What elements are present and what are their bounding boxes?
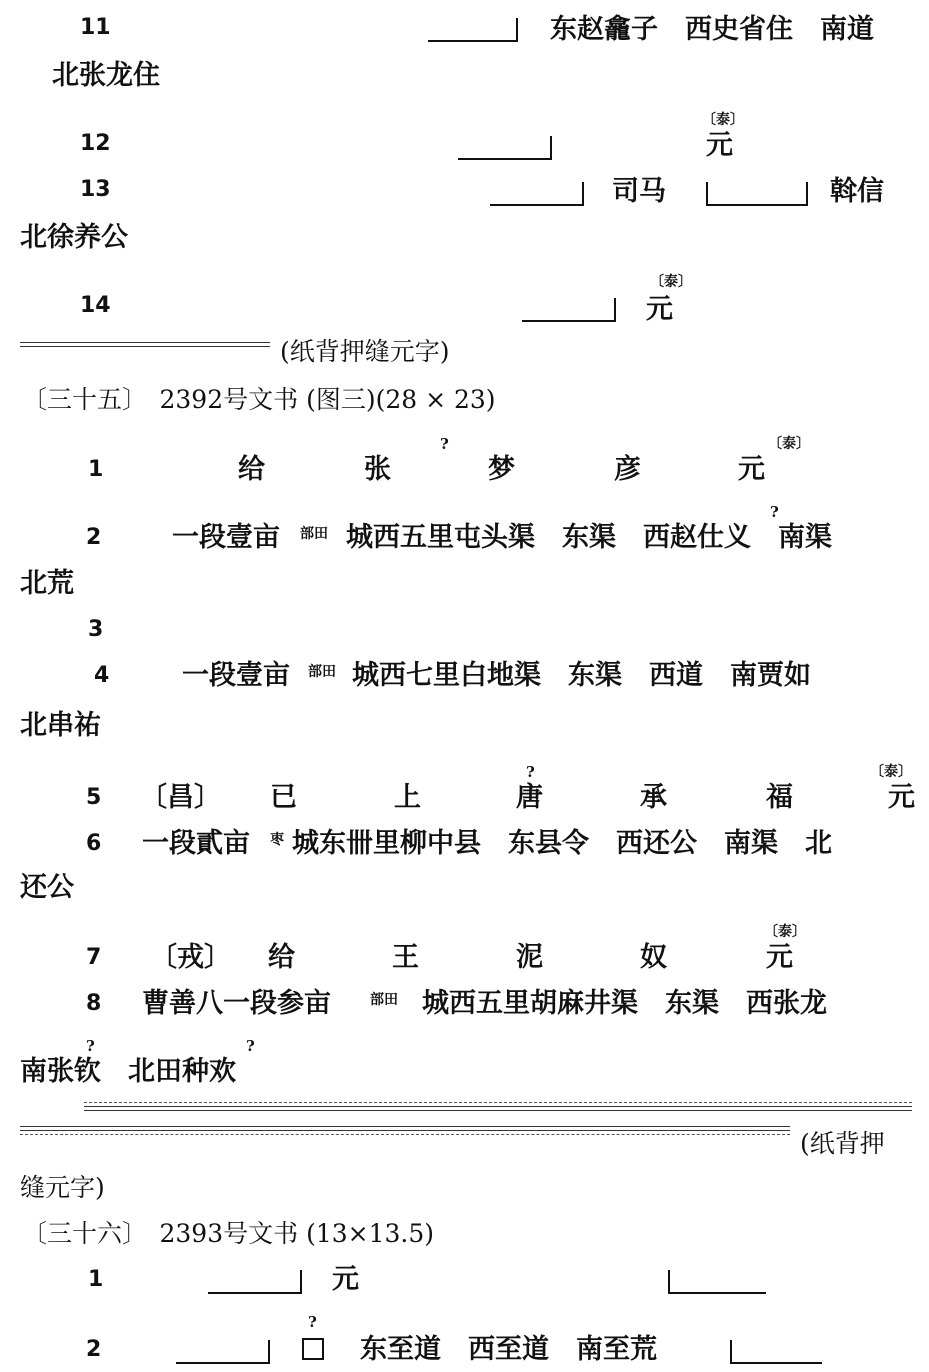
document-text: 一段壹亩 (172, 522, 280, 553)
lacuna-mark (428, 18, 518, 42)
seam-note: (纸背押 (800, 1129, 885, 1158)
document-text: 元 (332, 1264, 359, 1295)
seam-line (20, 1134, 790, 1135)
document-text: 彦 (614, 454, 641, 485)
document-text: 〔戎〕 (150, 942, 231, 973)
document-text: 一段壹亩 (182, 660, 290, 691)
document-text: 元 (646, 294, 673, 325)
lacuna-mark (208, 1270, 302, 1294)
document-text: 福 (766, 782, 793, 813)
uncertain-mark: ? (308, 1313, 317, 1331)
seam-note: 缝元字) (20, 1173, 105, 1202)
lacuna-mark (458, 136, 552, 160)
document-text: 泥 (516, 942, 543, 973)
document-text: 〔昌〕 (140, 782, 221, 813)
document-text: 王 (392, 942, 419, 973)
uncertain-mark: ? (770, 503, 779, 521)
superscript-note: 部田 (370, 992, 398, 1008)
uncertain-mark: ? (526, 763, 535, 781)
document-text: 城东卌里柳中县 东县令 西还公 南渠 北 (292, 828, 832, 859)
line-number: 13 (80, 177, 111, 202)
restored-char-note: 〔泰〕 (764, 924, 806, 940)
seam-line (20, 1126, 790, 1131)
lacuna-mark (730, 1340, 822, 1364)
restored-char-note: 〔泰〕 (870, 764, 912, 780)
document-text: 曹善八一段参亩 (142, 988, 331, 1019)
document-text: 奴 (640, 942, 667, 973)
document-text: 东至道 西至道 南至荒 (360, 1334, 657, 1365)
lacuna-mark (706, 182, 808, 206)
document-text: 司马 (612, 176, 666, 207)
line-number: 4 (94, 663, 110, 688)
superscript-note: 部田 (300, 526, 328, 542)
lacuna-mark (522, 298, 616, 322)
uncertain-mark: ? (86, 1037, 95, 1055)
line-number: 6 (86, 831, 102, 856)
seam-line (84, 1106, 912, 1111)
line-number: 3 (88, 617, 104, 642)
document-text: 城西五里屯头渠 东渠 西赵仕义 南渠 (346, 522, 832, 553)
document-text: 唐 (516, 782, 543, 813)
document-text: 元 (888, 782, 915, 813)
document-text: 承 (640, 782, 667, 813)
line-number: 1 (88, 1267, 104, 1292)
seam-line (84, 1102, 912, 1103)
line-number: 11 (80, 15, 111, 40)
document-text: 上 (394, 782, 421, 813)
seam-note: (纸背押缝元字) (280, 337, 450, 366)
superscript-note: 枣 (270, 832, 284, 848)
document-text: 北张龙住 (52, 60, 160, 91)
document-text: 给 (268, 942, 295, 973)
restored-char-note: 〔泰〕 (702, 112, 744, 128)
document-text: 城西七里白地渠 东渠 西道 南贾如 (352, 660, 811, 691)
line-number: 2 (86, 525, 102, 550)
seam-line (20, 342, 270, 347)
line-number: 5 (86, 785, 102, 810)
document-text: 已 (270, 782, 297, 813)
line-number: 8 (86, 991, 102, 1016)
document-text: 斡信 (830, 176, 884, 207)
document-text: 给 (238, 454, 265, 485)
document-text: 南张钦 北田种欢 (20, 1056, 236, 1087)
document-heading: 〔三十六〕 2393号文书 (13×13.5) (22, 1219, 435, 1248)
document-text: 北串祐 (20, 710, 101, 741)
line-number: 1 (88, 457, 104, 482)
document-text: 元 (766, 942, 793, 973)
document-text: 城西五里胡麻井渠 东渠 西张龙 (422, 988, 827, 1019)
lacuna-mark (176, 1340, 270, 1364)
line-number: 14 (80, 293, 111, 318)
superscript-note: 部田 (308, 664, 336, 680)
lacuna-mark (668, 1270, 766, 1294)
lacuna-mark (490, 182, 584, 206)
document-text: 元 (738, 454, 765, 485)
document-text: 北徐养公 (20, 222, 128, 253)
line-number: 12 (80, 131, 111, 156)
document-text: 元 (706, 130, 733, 161)
uncertain-mark: ? (440, 435, 449, 453)
restored-char-note: 〔泰〕 (650, 274, 692, 290)
document-text: 张 (364, 454, 391, 485)
document-text: 一段貳亩 (142, 828, 250, 859)
document-heading: 〔三十五〕 2392号文书 (图三)(28 × 23) (22, 385, 496, 414)
document-text: 东赵龕子 西史省住 南道 (550, 14, 874, 45)
document-text: 梦 (488, 454, 515, 485)
document-text: 还公 (20, 872, 74, 903)
restored-char-note: 〔泰〕 (768, 436, 810, 452)
document-text: 北荒 (20, 568, 74, 599)
uncertain-mark: ? (246, 1037, 255, 1055)
line-number: 2 (86, 1337, 102, 1362)
line-number: 7 (86, 945, 102, 970)
missing-char-box (302, 1338, 324, 1360)
